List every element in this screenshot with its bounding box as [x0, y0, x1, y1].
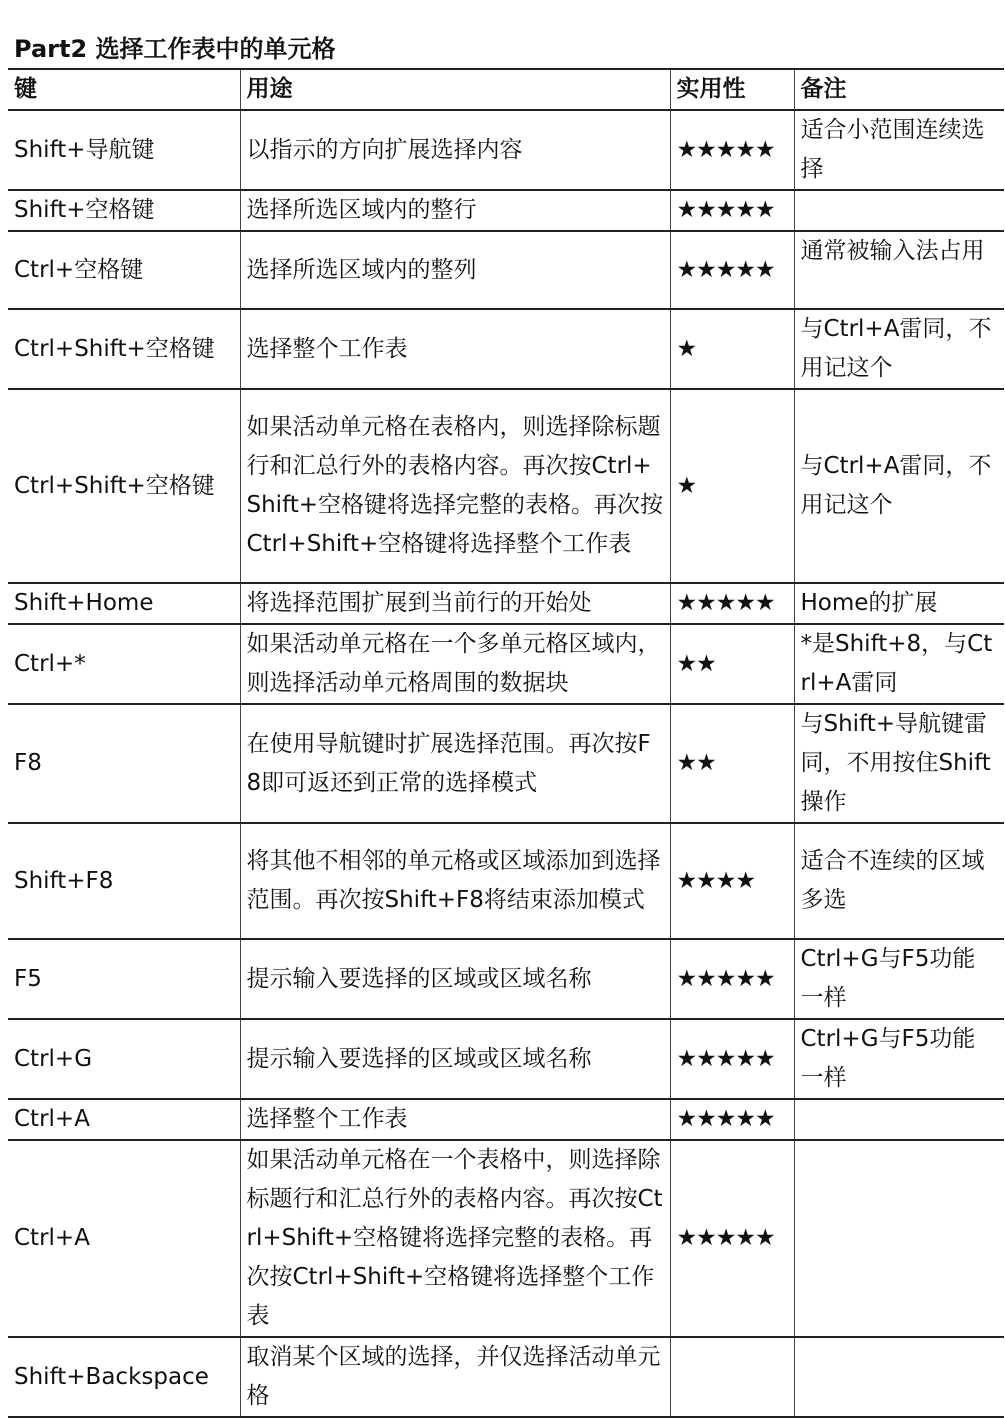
- header-rating: 实用性: [670, 69, 794, 110]
- rating-cell: ★★★★★: [670, 1140, 794, 1337]
- key-cell: Shift+Backspace: [8, 1337, 240, 1417]
- key-cell: Shift+F8: [8, 823, 240, 939]
- table-row: [8, 309, 1004, 389]
- header-note: 备注: [794, 69, 1004, 110]
- use-cell: 选择整个工作表: [240, 1099, 670, 1140]
- table-header-row: [8, 69, 1004, 110]
- rating-cell: ★★★★★: [670, 110, 794, 190]
- note-cell: [794, 190, 1004, 231]
- rating-cell: [670, 1337, 794, 1417]
- table-row: [8, 1140, 1004, 1337]
- key-cell: Shift+Home: [8, 583, 240, 624]
- use-cell: 将其他不相邻的单元格或区域添加到选择范围。再次按Shift+F8将结束添加模式: [240, 823, 670, 939]
- table-row: [8, 1337, 1004, 1417]
- table-row: [8, 583, 1004, 624]
- rating-cell: ★★★★★: [670, 939, 794, 1019]
- key-cell: F8: [8, 704, 240, 823]
- rating-cell: ★: [670, 309, 794, 389]
- note-cell: [794, 1337, 1004, 1417]
- rating-cell: ★★★★: [670, 823, 794, 939]
- note-cell: 与Ctrl+A雷同，不用记这个: [794, 389, 1004, 583]
- key-cell: Ctrl+A: [8, 1140, 240, 1337]
- rating-cell: ★★: [670, 624, 794, 704]
- key-cell: Ctrl+Shift+空格键: [8, 389, 240, 583]
- note-cell: 与Shift+导航键雷同，不用按住Shift操作: [794, 704, 1004, 823]
- table-row: [8, 190, 1004, 231]
- shortcut-table: [8, 68, 1004, 1418]
- key-cell: Ctrl+Shift+空格键: [8, 309, 240, 389]
- rating-cell: ★★★★★: [670, 1099, 794, 1140]
- use-cell: 提示输入要选择的区域或区域名称: [240, 939, 670, 1019]
- note-cell: [794, 1140, 1004, 1337]
- use-cell: 如果活动单元格在一个多单元格区域内，则选择活动单元格周围的数据块: [240, 624, 670, 704]
- table-row: [8, 1099, 1004, 1140]
- table-row: [8, 823, 1004, 939]
- key-cell: Ctrl+G: [8, 1019, 240, 1099]
- note-cell: 适合小范围连续选择: [794, 110, 1004, 190]
- use-cell: 以指示的方向扩展选择内容: [240, 110, 670, 190]
- use-cell: 取消某个区域的选择，并仅选择活动单元格: [240, 1337, 670, 1417]
- key-cell: F5: [8, 939, 240, 1019]
- note-cell: *是Shift+8，与Ctrl+A雷同: [794, 624, 1004, 704]
- key-cell: Ctrl+空格键: [8, 231, 240, 309]
- use-cell: 选择整个工作表: [240, 309, 670, 389]
- header-key: 键: [8, 69, 240, 110]
- table-row: [8, 939, 1004, 1019]
- note-cell: 通常被输入法占用: [794, 231, 1004, 309]
- use-cell: 如果活动单元格在一个表格中，则选择除标题行和汇总行外的表格内容。再次按Ctrl+Shift+空格键将选择完整的表格。再次按Ctrl+Shift+空格键将选择整个工作表: [240, 1140, 670, 1337]
- use-cell: 如果活动单元格在表格内，则选择除标题行和汇总行外的表格内容。再次按Ctrl+Shift+空格键将选择完整的表格。再次按Ctrl+Shift+空格键将选择整个工作表: [240, 389, 670, 583]
- rating-cell: ★★★★★: [670, 190, 794, 231]
- table-row: [8, 389, 1004, 583]
- table-row: [8, 704, 1004, 823]
- use-cell: 在使用导航键时扩展选择范围。再次按F8即可返还到正常的选择模式: [240, 704, 670, 823]
- page-title: Part2 选择工作表中的单元格: [14, 35, 336, 63]
- note-cell: 适合不连续的区域多选: [794, 823, 1004, 939]
- note-cell: Ctrl+G与F5功能一样: [794, 1019, 1004, 1099]
- note-cell: 与Ctrl+A雷同，不用记这个: [794, 309, 1004, 389]
- key-cell: Shift+空格键: [8, 190, 240, 231]
- use-cell: 选择所选区域内的整行: [240, 190, 670, 231]
- use-cell: 选择所选区域内的整列: [240, 231, 670, 309]
- rating-cell: ★★★★★: [670, 1019, 794, 1099]
- rating-cell: ★★★★★: [670, 583, 794, 624]
- use-cell: 提示输入要选择的区域或区域名称: [240, 1019, 670, 1099]
- rating-cell: ★★★★★: [670, 231, 794, 309]
- key-cell: Shift+导航键: [8, 110, 240, 190]
- key-cell: Ctrl+A: [8, 1099, 240, 1140]
- key-cell: Ctrl+*: [8, 624, 240, 704]
- use-cell: 将选择范围扩展到当前行的开始处: [240, 583, 670, 624]
- note-cell: Home的扩展: [794, 583, 1004, 624]
- table-row: [8, 231, 1004, 309]
- note-cell: [794, 1099, 1004, 1140]
- table-row: [8, 1019, 1004, 1099]
- rating-cell: ★★: [670, 704, 794, 823]
- note-cell: Ctrl+G与F5功能一样: [794, 939, 1004, 1019]
- header-use: 用途: [240, 69, 670, 110]
- table-row: [8, 624, 1004, 704]
- rating-cell: ★: [670, 389, 794, 583]
- table-row: [8, 110, 1004, 190]
